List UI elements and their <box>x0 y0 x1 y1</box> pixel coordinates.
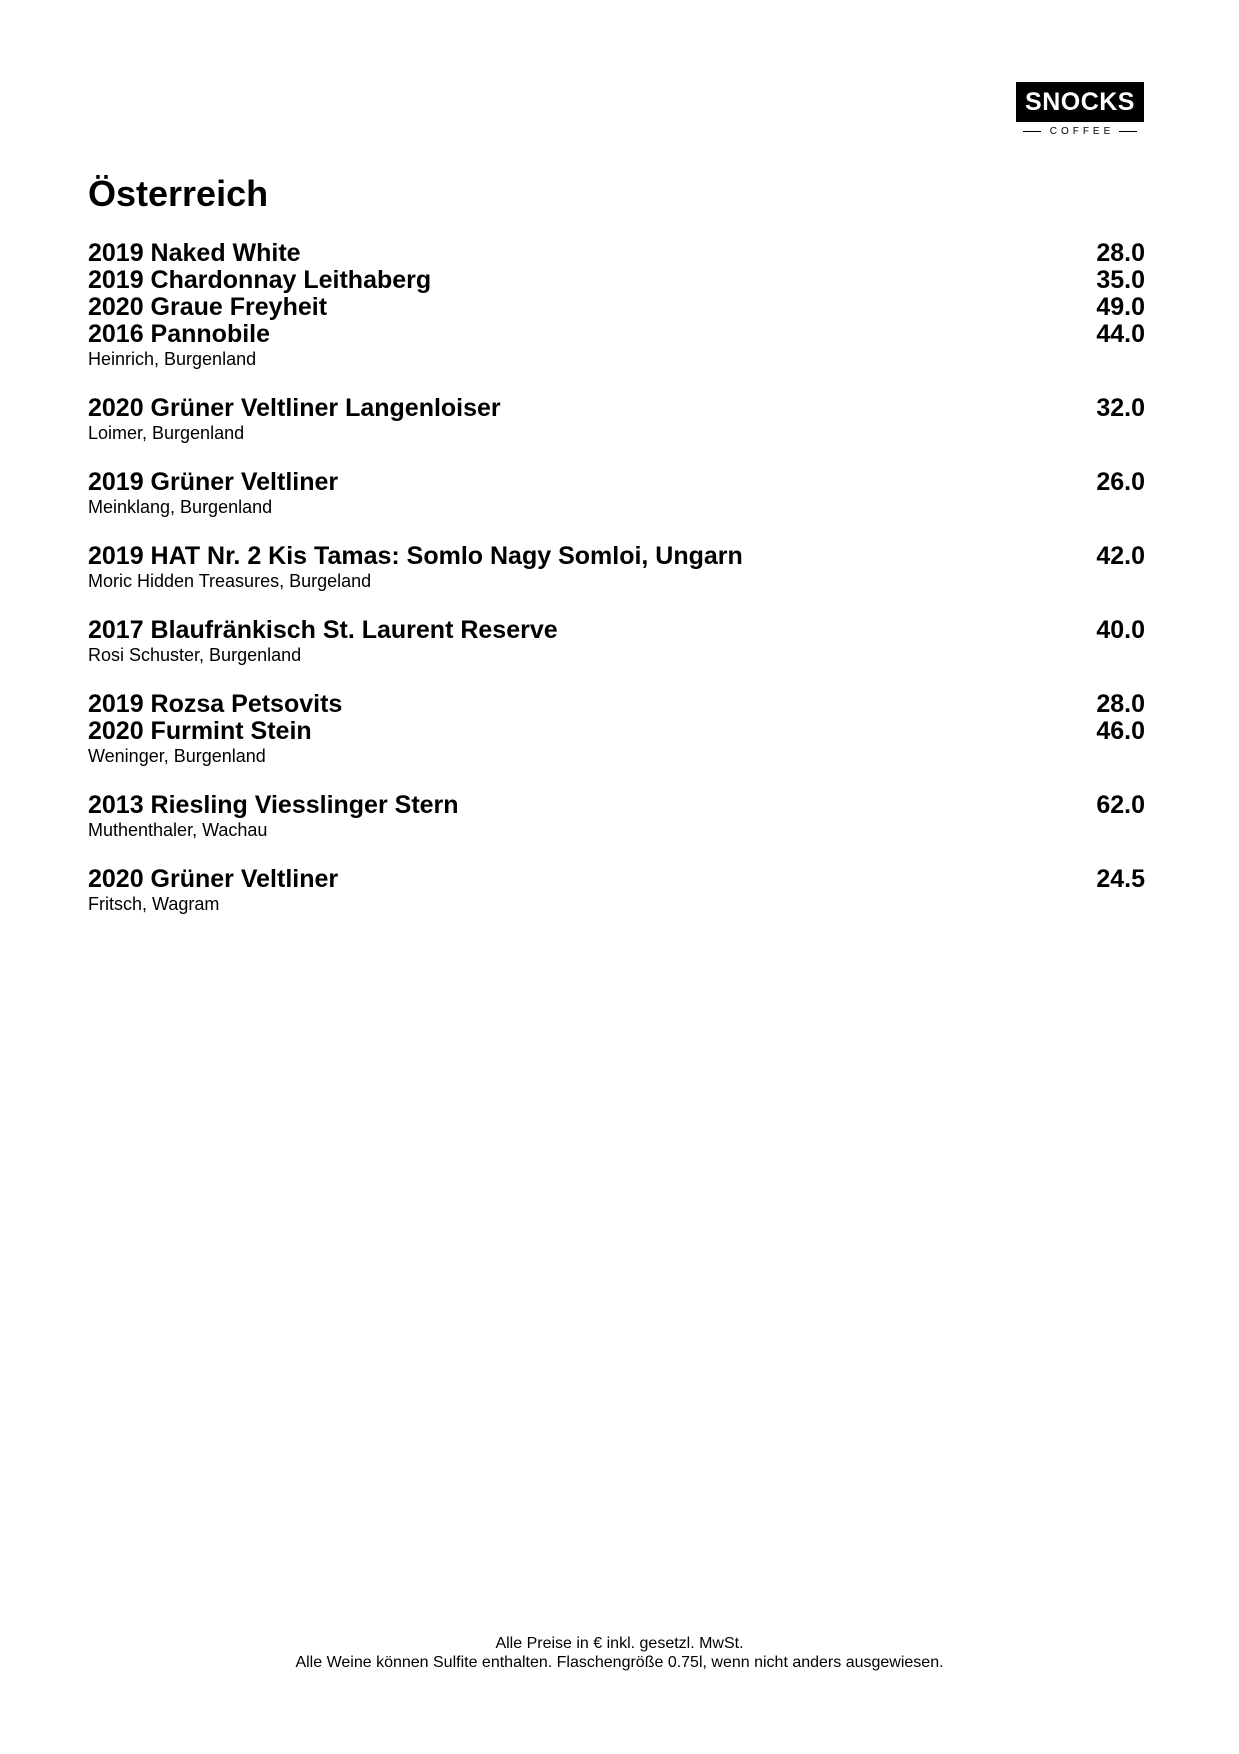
logo-sub-text: COFFEE <box>1049 126 1115 137</box>
logo-rule-right <box>1119 131 1137 133</box>
wine-row <box>88 321 1145 348</box>
wine-group <box>88 469 1145 518</box>
wine-group <box>88 543 1145 592</box>
wine-name: 2017 Blaufränkisch St. Laurent Reserve <box>88 616 558 644</box>
wine-row <box>88 691 1145 718</box>
wine-name: 2020 Furmint Stein <box>88 717 312 745</box>
wine-name: 2013 Riesling Viesslinger Stern <box>88 791 459 819</box>
wine-row <box>88 866 1145 893</box>
wine-price: 32.0 <box>1096 394 1145 422</box>
wine-price: 46.0 <box>1096 717 1145 745</box>
wine-producer: Muthenthaler, Wachau <box>88 820 268 840</box>
wine-name: 2019 Rozsa Petsovits <box>88 690 343 718</box>
wine-price: 42.0 <box>1096 542 1145 570</box>
wine-name: 2019 Chardonnay Leithaberg <box>88 266 432 294</box>
wine-producer: Loimer, Burgenland <box>88 423 245 443</box>
wine-price: 49.0 <box>1096 293 1145 321</box>
wine-name: 2016 Pannobile <box>88 320 271 348</box>
wine-row <box>88 267 1145 294</box>
wine-price: 28.0 <box>1096 690 1145 718</box>
wine-row <box>88 718 1145 745</box>
wine-price: 62.0 <box>1096 791 1145 819</box>
wine-price: 44.0 <box>1096 320 1145 348</box>
wine-row <box>88 617 1145 644</box>
wine-group <box>88 866 1145 915</box>
wine-price: 24.5 <box>1096 865 1145 893</box>
wine-price: 35.0 <box>1096 266 1145 294</box>
wine-row <box>88 395 1145 422</box>
wine-name: 2019 Grüner Veltliner <box>88 468 339 496</box>
wine-producer: Moric Hidden Treasures, Burgeland <box>88 571 372 591</box>
footer <box>0 1634 1239 1672</box>
wine-row <box>88 792 1145 819</box>
wine-group <box>88 240 1145 370</box>
wine-name: 2019 HAT Nr. 2 Kis Tamas: Somlo Nagy Somloi, Ungarn <box>88 542 743 570</box>
footer-price-note: Alle Preise in € inkl. gesetzl. MwSt. <box>495 1635 744 1652</box>
wine-row <box>88 294 1145 321</box>
wine-name: 2020 Grüner Veltliner Langenloiser <box>88 394 501 422</box>
logo-rule-left <box>1023 131 1041 133</box>
wine-price: 28.0 <box>1096 239 1145 267</box>
wine-group <box>88 792 1145 841</box>
wine-list <box>88 240 1145 940</box>
page-title: Österreich <box>88 173 269 214</box>
wine-producer: Meinklang, Burgenland <box>88 497 273 517</box>
wine-producer: Fritsch, Wagram <box>88 894 220 914</box>
wine-name: 2020 Grüner Veltliner <box>88 865 339 893</box>
footer-sulfite-note: Alle Weine können Sulfite enthalten. Flaschengröße 0.75l, wenn nicht anders ausgewiesen. <box>295 1654 944 1671</box>
wine-producer: Heinrich, Burgenland <box>88 349 257 369</box>
logo-brand: SNOCKS <box>1016 82 1144 122</box>
wine-price: 26.0 <box>1096 468 1145 496</box>
wine-group <box>88 395 1145 444</box>
snocks-coffee-logo <box>1016 82 1144 137</box>
wine-producer: Weninger, Burgenland <box>88 746 266 766</box>
wine-producer: Rosi Schuster, Burgenland <box>88 645 302 665</box>
wine-row <box>88 469 1145 496</box>
wine-price: 40.0 <box>1096 616 1145 644</box>
logo-sub <box>1016 126 1144 137</box>
wine-row <box>88 240 1145 267</box>
wine-group <box>88 617 1145 666</box>
wine-name: 2020 Graue Freyheit <box>88 293 328 321</box>
wine-row <box>88 543 1145 570</box>
wine-group <box>88 691 1145 767</box>
wine-name: 2019 Naked White <box>88 239 301 267</box>
